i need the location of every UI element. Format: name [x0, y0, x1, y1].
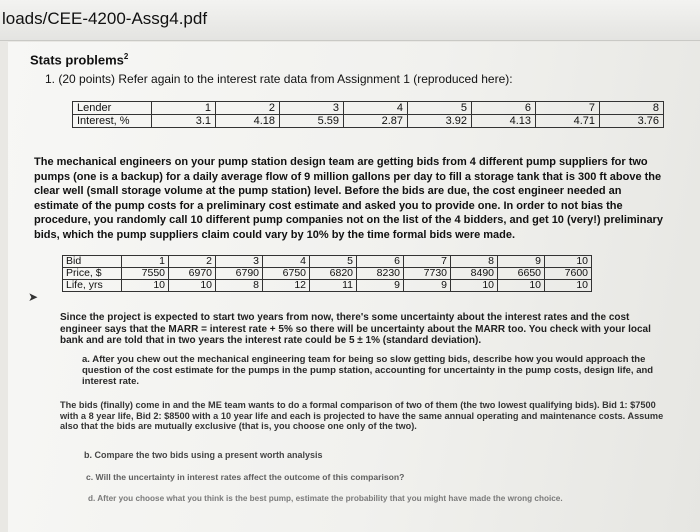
table-cell: 10 — [498, 280, 545, 292]
table-cell: 8 — [451, 256, 498, 268]
table-cell: 8 — [600, 102, 664, 115]
price-label: Price, $ — [63, 268, 122, 280]
table-row — [63, 256, 592, 268]
window-title: loads/CEE-4200-Assg4.pdf — [2, 9, 208, 28]
table-cell: 7 — [404, 256, 451, 268]
table-cell: 5.59 — [280, 115, 344, 128]
table-cell: 3.76 — [600, 115, 664, 128]
table-cell: 10 — [545, 280, 592, 292]
table-cell: 2 — [169, 256, 216, 268]
table-cell: 9 — [404, 280, 451, 292]
pdf-toolbar — [0, 0, 700, 41]
heading-text: Stats problems — [30, 52, 124, 68]
table-cell: 9 — [498, 256, 545, 268]
table-cell: 11 — [310, 280, 357, 292]
table-cell: 5 — [310, 256, 357, 268]
table-cell: 2 — [216, 102, 280, 115]
footnote-marker: 2 — [123, 52, 129, 61]
table-cell: 6650 — [498, 268, 545, 280]
table-cell: 10 — [545, 256, 592, 268]
table-cell: 7 — [536, 102, 600, 115]
table-cell: 8490 — [451, 268, 498, 280]
section-heading — [30, 52, 128, 67]
table-cell: 6750 — [263, 268, 310, 280]
table-cell: 7600 — [545, 268, 592, 280]
part-c: c. Will the uncertainty in interest rates affect the outcome of this comparison? — [86, 472, 405, 482]
table-cell: 4.18 — [216, 115, 280, 128]
table-cell: 3 — [216, 256, 263, 268]
part-d: d. After you choose what you think is the best pump, estimate the probability that you might have made the wrong choice. — [88, 494, 563, 503]
bid-label: Bid — [63, 256, 122, 268]
table-cell: 7730 — [404, 268, 451, 280]
part-a: a. After you chew out the mechanical engineering team for being so slow getting bids, describe how you would approach the question of the cost estimate for the pumps in the pump station, accounting for uncertainty in the pump costs, design life, and interest rate. — [82, 354, 654, 388]
table-cell: 8 — [216, 280, 263, 292]
table-cell: 12 — [263, 280, 310, 292]
table-cell: 10 — [169, 280, 216, 292]
table-cell: 3 — [280, 102, 344, 115]
table-cell: 1 — [122, 256, 169, 268]
table-cell: 5 — [408, 102, 472, 115]
table-cell: 10 — [122, 280, 169, 292]
table-cell: 6790 — [216, 268, 263, 280]
table-row — [73, 102, 664, 115]
table-cell: 6820 — [310, 268, 357, 280]
mouse-pointer-icon: ➤ — [28, 290, 39, 304]
table-cell: 3.1 — [152, 115, 216, 128]
table-cell: 1 — [152, 102, 216, 115]
table-row — [63, 280, 592, 292]
problem-paragraph: The mechanical engineers on your pump station design team are getting bids from 4 different pump suppliers for two pumps (one is a backup) for a daily average flow of 9 million gallons per day to fill a storage tank that is 300 ft above the clear well (small storage volume at the pump station) level. Before the bids are due, the cost engineer needed an estimate of the pump costs for a preliminary cost estimate and asked you to provide one. In order to not bias the procedure, you randomly call 10 different pump companies not on the list of the 4 bidders, and get 10 (very!) preliminary bids, which the pump suppliers claim could vary by 10% by the time formal bids were made. — [34, 156, 663, 241]
table-row — [73, 115, 664, 128]
table-cell: 2.87 — [344, 115, 408, 128]
document-page — [8, 42, 700, 532]
interest-uncertainty-paragraph: Since the project is expected to start two years from now, there's some uncertainty about the interest rates and the cost engineer says that the MARR = interest rate + 5% so there will be uncertainty about the MARR too. You check with your local bank and are told that in two years the interest rate could be 5 ± 1% (standard deviation). — [60, 312, 651, 347]
table-cell: 6970 — [169, 268, 216, 280]
table-cell: 3.92 — [408, 115, 472, 128]
question-1: 1. (20 points) Refer again to the interest rate data from Assignment 1 (reproduced here): — [45, 72, 513, 86]
lender-table — [72, 101, 664, 128]
bids-paragraph: The bids (finally) come in and the ME team wants to do a formal comparison of two of them (the two lowest qualifying bids). Bid 1: $7500 with a 8 year life, Bid 2: $8500 with a 10 year life and each is projected to have the same annual operating and maintenance costs. Assume also that the bids are mutually exclusive (that is, you choose one only of the two). — [60, 400, 664, 432]
table-cell: 6 — [472, 102, 536, 115]
table-cell: 9 — [357, 280, 404, 292]
table-cell: 8230 — [357, 268, 404, 280]
table-cell: 4.13 — [472, 115, 536, 128]
part-b: b. Compare the two bids using a present worth analysis — [84, 450, 323, 460]
table-row — [63, 268, 592, 280]
table-cell: 4.71 — [536, 115, 600, 128]
table-cell: 10 — [451, 280, 498, 292]
lender-label: Lender — [73, 102, 152, 115]
interest-label: Interest, % — [73, 115, 152, 128]
life-label: Life, yrs — [63, 280, 122, 292]
bid-table — [62, 255, 592, 292]
table-cell: 4 — [263, 256, 310, 268]
table-cell: 6 — [357, 256, 404, 268]
table-cell: 4 — [344, 102, 408, 115]
table-cell: 7550 — [122, 268, 169, 280]
